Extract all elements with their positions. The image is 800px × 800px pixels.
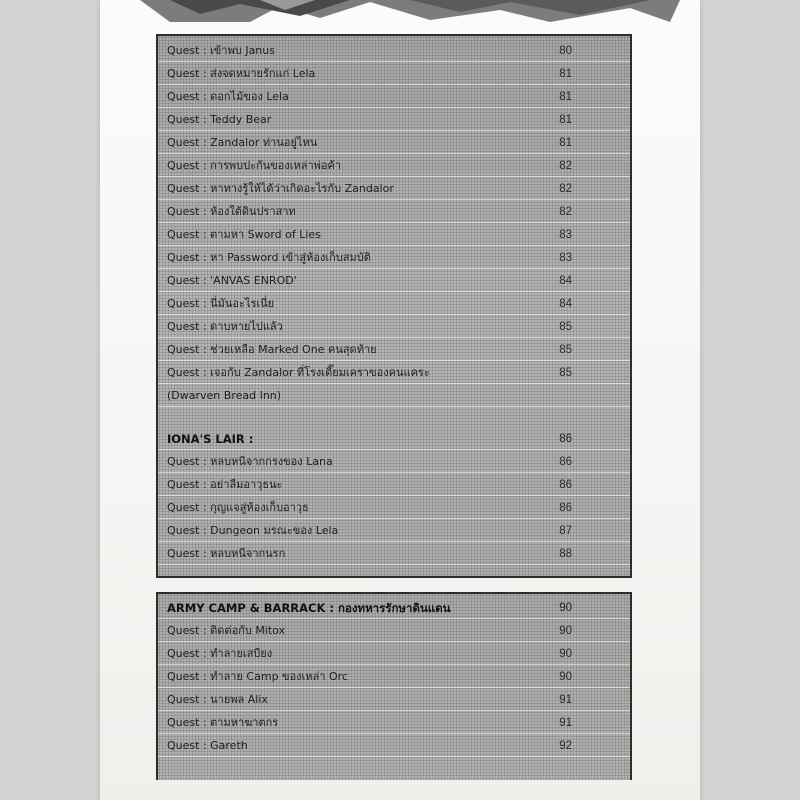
toc-entry (158, 293, 630, 315)
entry-label: Quest : Gareth (167, 739, 248, 752)
page-number: 92 (559, 740, 572, 752)
entry-label: (Dwarven Bread Inn) (167, 389, 282, 402)
page-number: 81 (559, 114, 572, 126)
section-title: IONA'S LAIR : (167, 432, 254, 446)
page-number: 82 (559, 160, 572, 172)
page-number: 85 (559, 367, 572, 379)
toc-panel-lower (156, 592, 632, 780)
entry-label: Quest : เข้าพบ Janus (167, 44, 275, 57)
page-number: 91 (559, 694, 572, 706)
toc-panel-upper (156, 34, 632, 578)
toc-entry (158, 40, 630, 62)
page-number: 91 (559, 717, 572, 729)
toc-entry (158, 474, 630, 496)
row-divider (158, 84, 630, 85)
entry-label: Quest : หา Password เข้าสู่ห้องเก็บสมบัติ (167, 251, 371, 264)
entry-label: Quest : หาทางรู้ให้ได้ว่าเกิดอะไรกับ Zandalor (167, 182, 394, 195)
entry-label: Quest : หลบหนีจากนรก (167, 547, 286, 560)
toc-entry (158, 224, 630, 246)
entry-label: Quest : ตามหา Sword of Lies (167, 228, 321, 241)
row-divider (158, 733, 630, 734)
page-number: 90 (559, 648, 572, 660)
row-divider (158, 199, 630, 200)
toc-entry (158, 270, 630, 292)
page-number: 87 (559, 525, 572, 537)
page-number: 90 (559, 625, 572, 637)
row-divider (158, 268, 630, 269)
row-divider (158, 107, 630, 108)
section-heading (158, 597, 630, 619)
row-divider (158, 541, 630, 542)
row-divider (158, 176, 630, 177)
entry-label: Quest : ติดต่อกับ Mitox (167, 624, 286, 637)
toc-entry (158, 316, 630, 338)
page-number: 83 (559, 252, 572, 264)
entry-label: Quest : ดาบหายไปแล้ว (167, 320, 283, 333)
entry-label: Quest : การพบปะกันของเหล่าพ่อค้า (167, 159, 342, 172)
page-number: 86 (559, 502, 572, 514)
entry-label: Quest : ช่วยเหลือ Marked One คนสุดท้าย (167, 343, 377, 356)
entry-label: Quest : เจอกับ Zandalor ที่โรงเตี๊ยมเคราของคนแคระ (167, 366, 430, 379)
page-number: 81 (559, 91, 572, 103)
page-number: 81 (559, 137, 572, 149)
toc-entry (158, 712, 630, 734)
row-divider (158, 245, 630, 246)
page-number: 81 (559, 68, 572, 80)
entry-label: Quest : ห้องใต้ดินปราสาท (167, 205, 296, 218)
toc-entry (158, 201, 630, 223)
toc-entry (158, 362, 630, 384)
entry-label: Quest : Zandalor ท่านอยู่ไหน (167, 136, 318, 149)
page-number: 82 (559, 206, 572, 218)
section-heading (158, 428, 630, 450)
page-number: 88 (559, 548, 572, 560)
row-divider (158, 383, 630, 384)
toc-entry (158, 643, 630, 665)
entry-label: Quest : นายพล Alix (167, 693, 268, 706)
section-title: ARMY CAMP & BARRACK : กองทหารรักษาดินแดน (167, 601, 451, 615)
page-number: 90 (559, 602, 572, 614)
toc-entry (158, 735, 630, 757)
toc-entry (158, 543, 630, 565)
entry-label: Quest : นี่มันอะไรเนี่ย (167, 297, 275, 310)
page-number: 90 (559, 671, 572, 683)
row-divider (158, 687, 630, 688)
row-divider (158, 518, 630, 519)
toc-entry (158, 451, 630, 473)
row-divider (158, 449, 630, 450)
entry-label: Quest : Dungeon มรณะของ Lela (167, 524, 339, 537)
row-divider (158, 61, 630, 62)
row-divider (158, 360, 630, 361)
toc-entry (158, 109, 630, 131)
entry-label: Quest : อย่าลืมอาวุธนะ (167, 478, 283, 491)
toc-entry (158, 86, 630, 108)
toc-entry (158, 155, 630, 177)
page-number: 86 (559, 479, 572, 491)
page-number: 84 (559, 298, 572, 310)
row-divider (158, 406, 630, 407)
entry-label: Quest : ส่งจดหมายรักแก่ Lela (167, 67, 316, 80)
entry-label: Quest : 'ANVAS ENROD' (167, 274, 297, 287)
toc-entry (158, 132, 630, 154)
entry-label: Quest : Teddy Bear (167, 113, 272, 126)
row-divider (158, 618, 630, 619)
toc-entry (158, 520, 630, 542)
row-divider (158, 564, 630, 565)
row-divider (158, 130, 630, 131)
toc-entry (158, 63, 630, 85)
toc-entry (158, 497, 630, 519)
entry-label: Quest : หลบหนีจากกรงของ Lana (167, 455, 333, 468)
entry-label: Quest : กุญแจสู่ห้องเก็บอาวุธ (167, 501, 309, 514)
row-divider (158, 291, 630, 292)
entry-label: Quest : ตามหาฆาตกร (167, 716, 279, 729)
page-number: 83 (559, 229, 572, 241)
entry-label: Quest : ทำลายเสบียง (167, 647, 273, 660)
entry-label: Quest : ทำลาย Camp ของเหล่า Orc (167, 670, 348, 683)
page-number: 85 (559, 344, 572, 356)
header-artwork (110, 0, 680, 22)
page-number: 86 (559, 456, 572, 468)
row-divider (158, 314, 630, 315)
toc-entry (158, 620, 630, 642)
row-divider (158, 472, 630, 473)
toc-entry (158, 689, 630, 711)
toc-entry (158, 247, 630, 269)
page-number: 86 (559, 433, 572, 445)
row-divider (158, 756, 630, 757)
page-number: 80 (559, 45, 572, 57)
toc-entry (158, 385, 630, 407)
toc-entry (158, 178, 630, 200)
toc-entry (158, 666, 630, 688)
page-number: 85 (559, 321, 572, 333)
row-divider (158, 337, 630, 338)
row-divider (158, 664, 630, 665)
row-divider (158, 153, 630, 154)
toc-entry (158, 339, 630, 361)
entry-label: Quest : ดอกไม้ของ Lela (167, 90, 289, 103)
row-divider (158, 710, 630, 711)
page-number: 84 (559, 275, 572, 287)
row-divider (158, 641, 630, 642)
row-divider (158, 222, 630, 223)
row-divider (158, 495, 630, 496)
page-number: 82 (559, 183, 572, 195)
